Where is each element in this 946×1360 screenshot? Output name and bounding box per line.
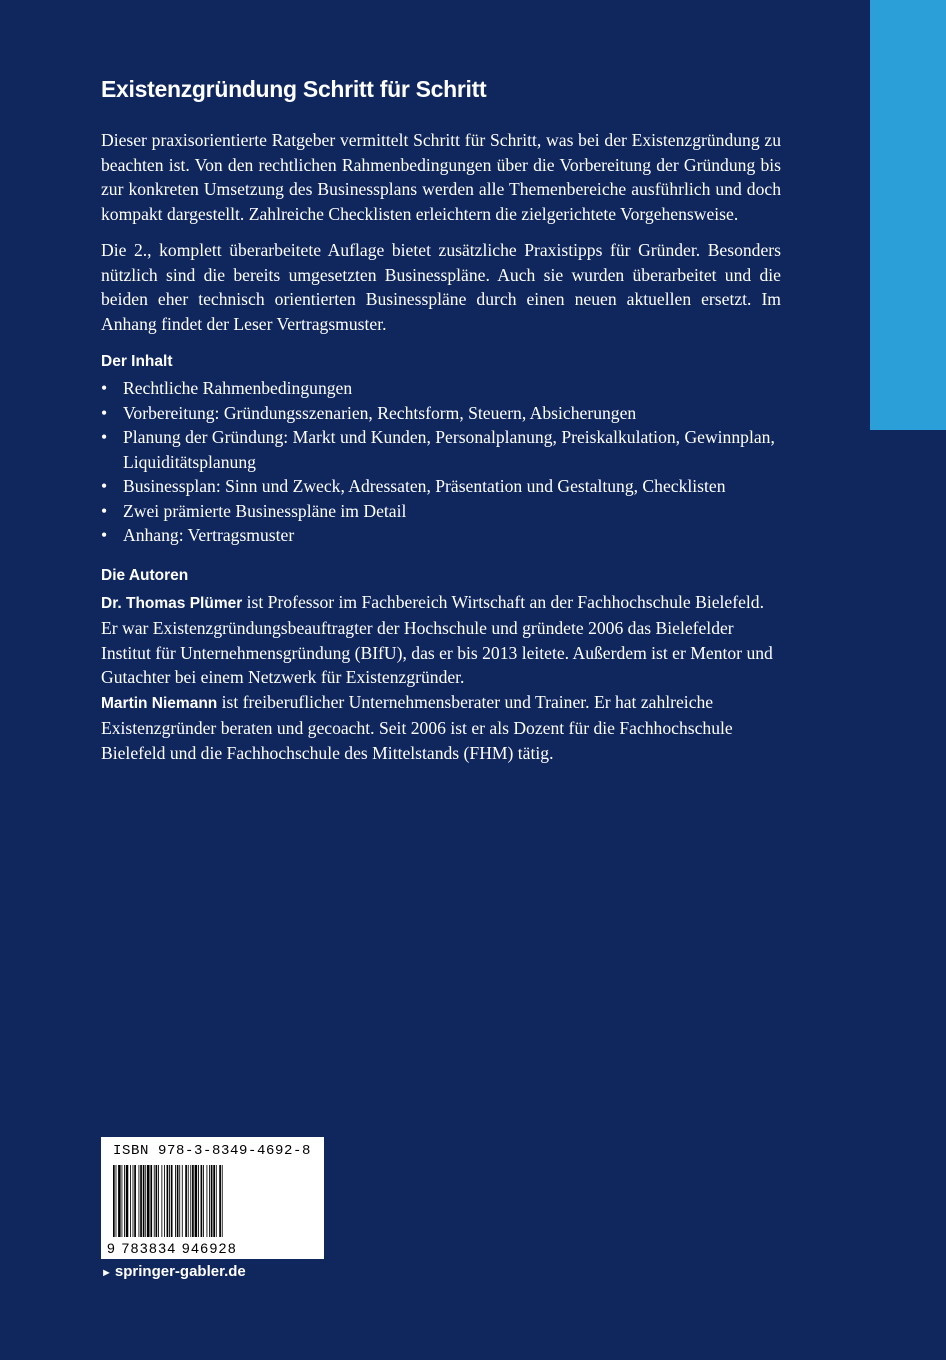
list-item xyxy=(101,425,781,474)
author-name: Martin Niemann xyxy=(101,694,218,712)
list-item-text: Zwei prämierte Businesspläne im Detail xyxy=(123,500,407,521)
bullet: • xyxy=(101,476,108,496)
list-item-text: Vorbereitung: Gründungsszenarien, Rechtsform, Steuern, Absicherungen xyxy=(123,402,637,423)
publisher-website-link[interactable] xyxy=(101,1263,246,1280)
list-item-text: Rechtliche Rahmenbedingungen xyxy=(123,378,353,398)
barcode-digits: 9 783834 946928 xyxy=(107,1240,237,1256)
contents-list xyxy=(101,376,781,548)
author-bio-niemann xyxy=(101,690,781,766)
list-item xyxy=(101,401,781,426)
publisher-url: springer-gabler.de xyxy=(114,1263,246,1280)
bullet: • xyxy=(101,525,108,545)
list-item xyxy=(101,499,781,524)
bullet: • xyxy=(101,402,108,423)
book-title: Existenzgründung Schritt für Schritt xyxy=(101,76,487,102)
author-bio-text: ist freiberuflicher Unternehmensberater und Trainer. Er hat zahlreiche Existenzgründer beraten und gecoacht. Seit 2006 ist er als Dozent für die Fachhochschule Bielefeld und die Fachhochschule des Mittelstands (FHM) tätig. xyxy=(101,691,733,763)
isbn-barcode xyxy=(101,1137,324,1259)
accent-bar xyxy=(870,0,946,430)
list-item-text: Planung der Gründung: Markt und Kunden, Personalplanung, Preiskalkulation, Gewinnplan, Liquiditätsplanung xyxy=(123,427,775,472)
isbn-label: ISBN 978-3-8349-4692-8 xyxy=(113,1143,312,1159)
list-item xyxy=(101,474,781,499)
list-item xyxy=(101,376,781,401)
list-item-text: Businessplan: Sinn und Zweck, Adressaten, Präsentation und Gestaltung, Checklisten xyxy=(123,476,726,496)
author-bio-pluemer xyxy=(101,590,781,690)
list-item-text: Anhang: Vertragsmuster xyxy=(123,525,295,545)
intro-paragraph-2: Die 2., komplett überarbeitete Auflage bietet zusätzliche Praxistipps für Gründer. Besonders nützlich sind die bereits umgesetzten Businesspläne. Auch sie wurden überarbeitet und die beiden eher technisch orientierten Businesspläne durch einen neuen aktuellen ersetzt. Im Anhang findet der Leser Vertragsmuster. xyxy=(101,240,781,334)
intro-paragraph-1: Dieser praxisorientierte Ratgeber vermittelt Schritt für Schritt, was bei der Existenzgründung zu beachten ist. Von den rechtlichen Rahmenbedingungen über die Vorbereitung der Gründung bis zur konkreten Umsetzung des Businessplans werden alle Themenbereiche ausführlich und doch kompakt dargestellt. Zahlreiche Checklisten erleichtern die zielgerichtete Vorgehensweise. xyxy=(101,130,781,224)
bullet: • xyxy=(101,427,108,447)
back-cover-content xyxy=(101,74,781,765)
bullet: • xyxy=(101,500,108,521)
bullet: • xyxy=(101,378,108,398)
barcode-bars xyxy=(113,1165,313,1237)
author-bio-text: ist Professor im Fachbereich Wirtschaft an der Fachhochschule Bielefeld. Er war Existenzgründungsbeauftragter der Hochschule und gründete 2006 das Bielefelder Institut für Unternehmensgründung (BIfU), das er bis 2013 leitete. Außerdem ist er Mentor und Gutachter bei einem Netzwerk für Existenzgründer. xyxy=(101,591,773,687)
author-name: Dr. Thomas Plümer xyxy=(101,594,243,612)
list-item xyxy=(101,523,781,548)
contents-heading: Der Inhalt xyxy=(101,353,173,370)
authors-heading: Die Autoren xyxy=(101,566,189,584)
arrow-right-icon: ► xyxy=(101,1267,112,1279)
